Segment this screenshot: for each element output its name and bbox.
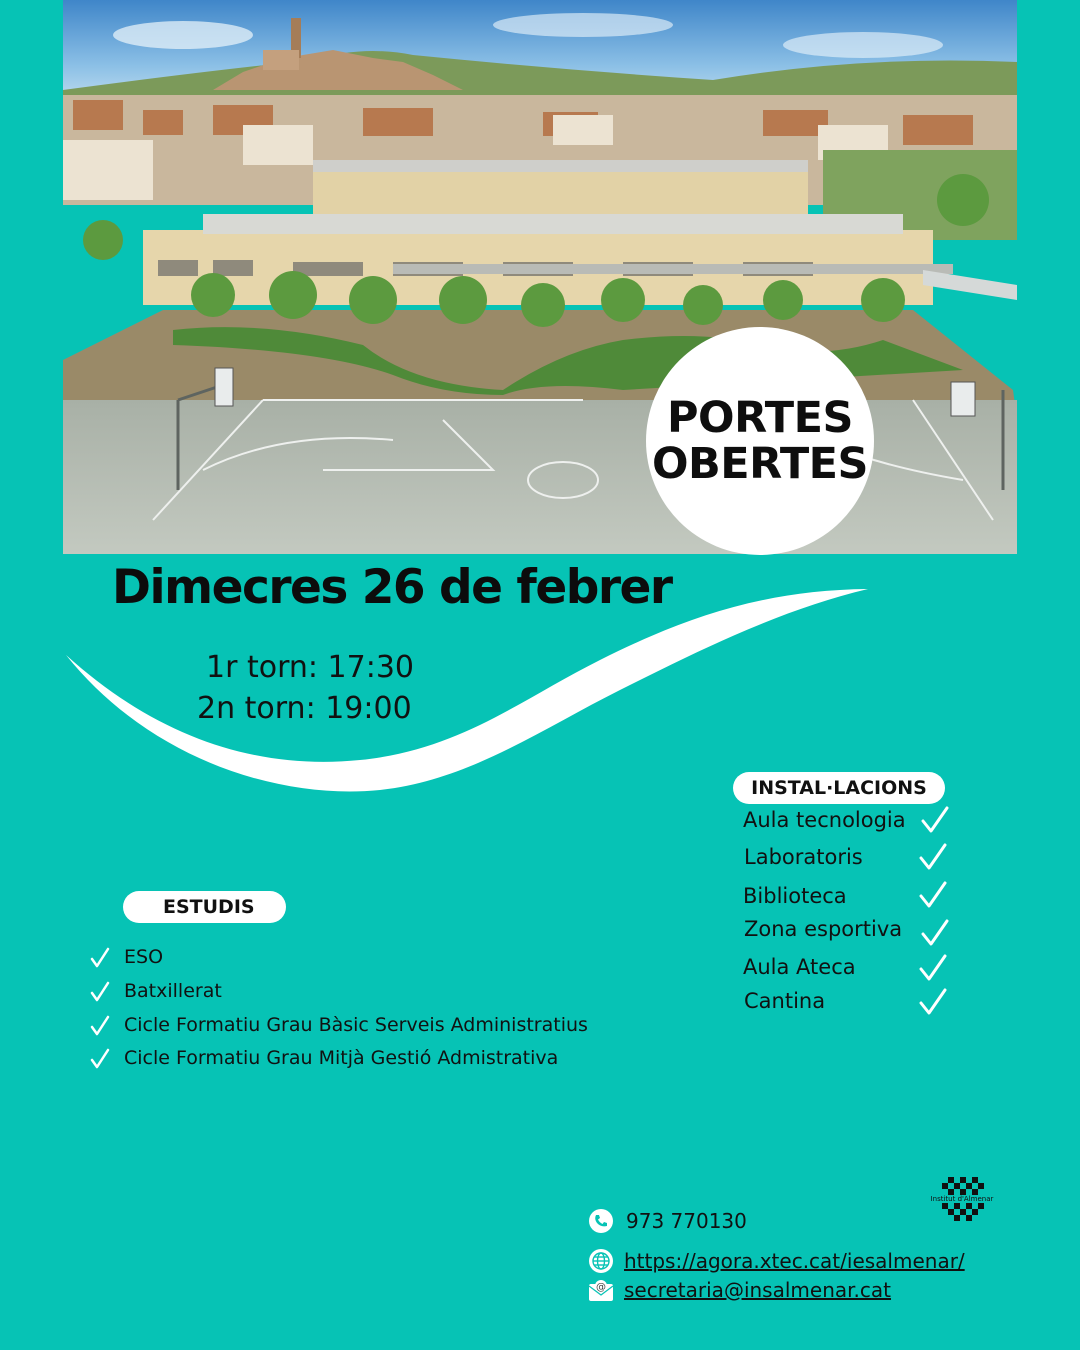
study-label: Cicle Formatiu Grau Bàsic Serveis Administratius — [124, 1014, 588, 1036]
open-doors-badge — [646, 327, 874, 555]
website-link[interactable]: https://agora.xtec.cat/iesalmenar/ — [624, 1249, 965, 1273]
school-logo — [920, 1175, 1004, 1225]
check-icon — [918, 842, 948, 872]
check-icon — [918, 953, 948, 983]
study-item — [90, 980, 222, 1002]
installation-item: Aula Ateca — [743, 955, 856, 979]
email-row — [588, 1278, 891, 1302]
badge-line-1: PORTES — [667, 393, 853, 443]
study-label: ESO — [124, 946, 164, 968]
installation-item: Cantina — [744, 989, 826, 1013]
study-item — [90, 946, 163, 968]
check-icon — [90, 946, 110, 968]
phone-number: 973 770130 — [626, 1209, 747, 1233]
installation-item: Aula tecnologia — [743, 808, 906, 832]
study-item — [90, 1047, 558, 1069]
studies-label: ESTUDIS — [123, 891, 286, 923]
globe-icon — [588, 1248, 614, 1274]
installation-item: Zona esportiva — [744, 917, 903, 941]
check-icon — [920, 918, 950, 948]
study-label: Batxillerat — [124, 980, 222, 1002]
badge-line-2: OBERTES — [651, 439, 869, 489]
website-row — [588, 1248, 965, 1274]
event-date: Dimecres 26 de febrer — [112, 560, 672, 615]
check-icon — [90, 1014, 110, 1036]
check-icon — [918, 987, 948, 1017]
email-link[interactable]: secretaria@insalmenar.cat — [624, 1278, 891, 1302]
installation-item: Biblioteca — [743, 884, 847, 908]
svg-text:@: @ — [596, 1282, 606, 1293]
check-icon — [90, 1047, 110, 1069]
phone-row — [588, 1208, 747, 1234]
study-item — [90, 1014, 588, 1036]
phone-icon — [588, 1208, 614, 1234]
email-icon — [588, 1278, 614, 1302]
first-turn: 1r torn: 17:30 — [206, 650, 414, 685]
check-icon — [90, 980, 110, 1002]
study-label: Cicle Formatiu Grau Mitjà Gestió Admistrativa — [124, 1047, 559, 1069]
check-icon — [918, 880, 948, 910]
logo-text: Institut d'Almenar — [930, 1195, 994, 1203]
second-turn: 2n torn: 19:00 — [197, 691, 412, 726]
check-icon — [920, 805, 950, 835]
installations-label: INSTAL·LACIONS — [733, 772, 945, 804]
installation-item: Laboratoris — [744, 845, 863, 869]
